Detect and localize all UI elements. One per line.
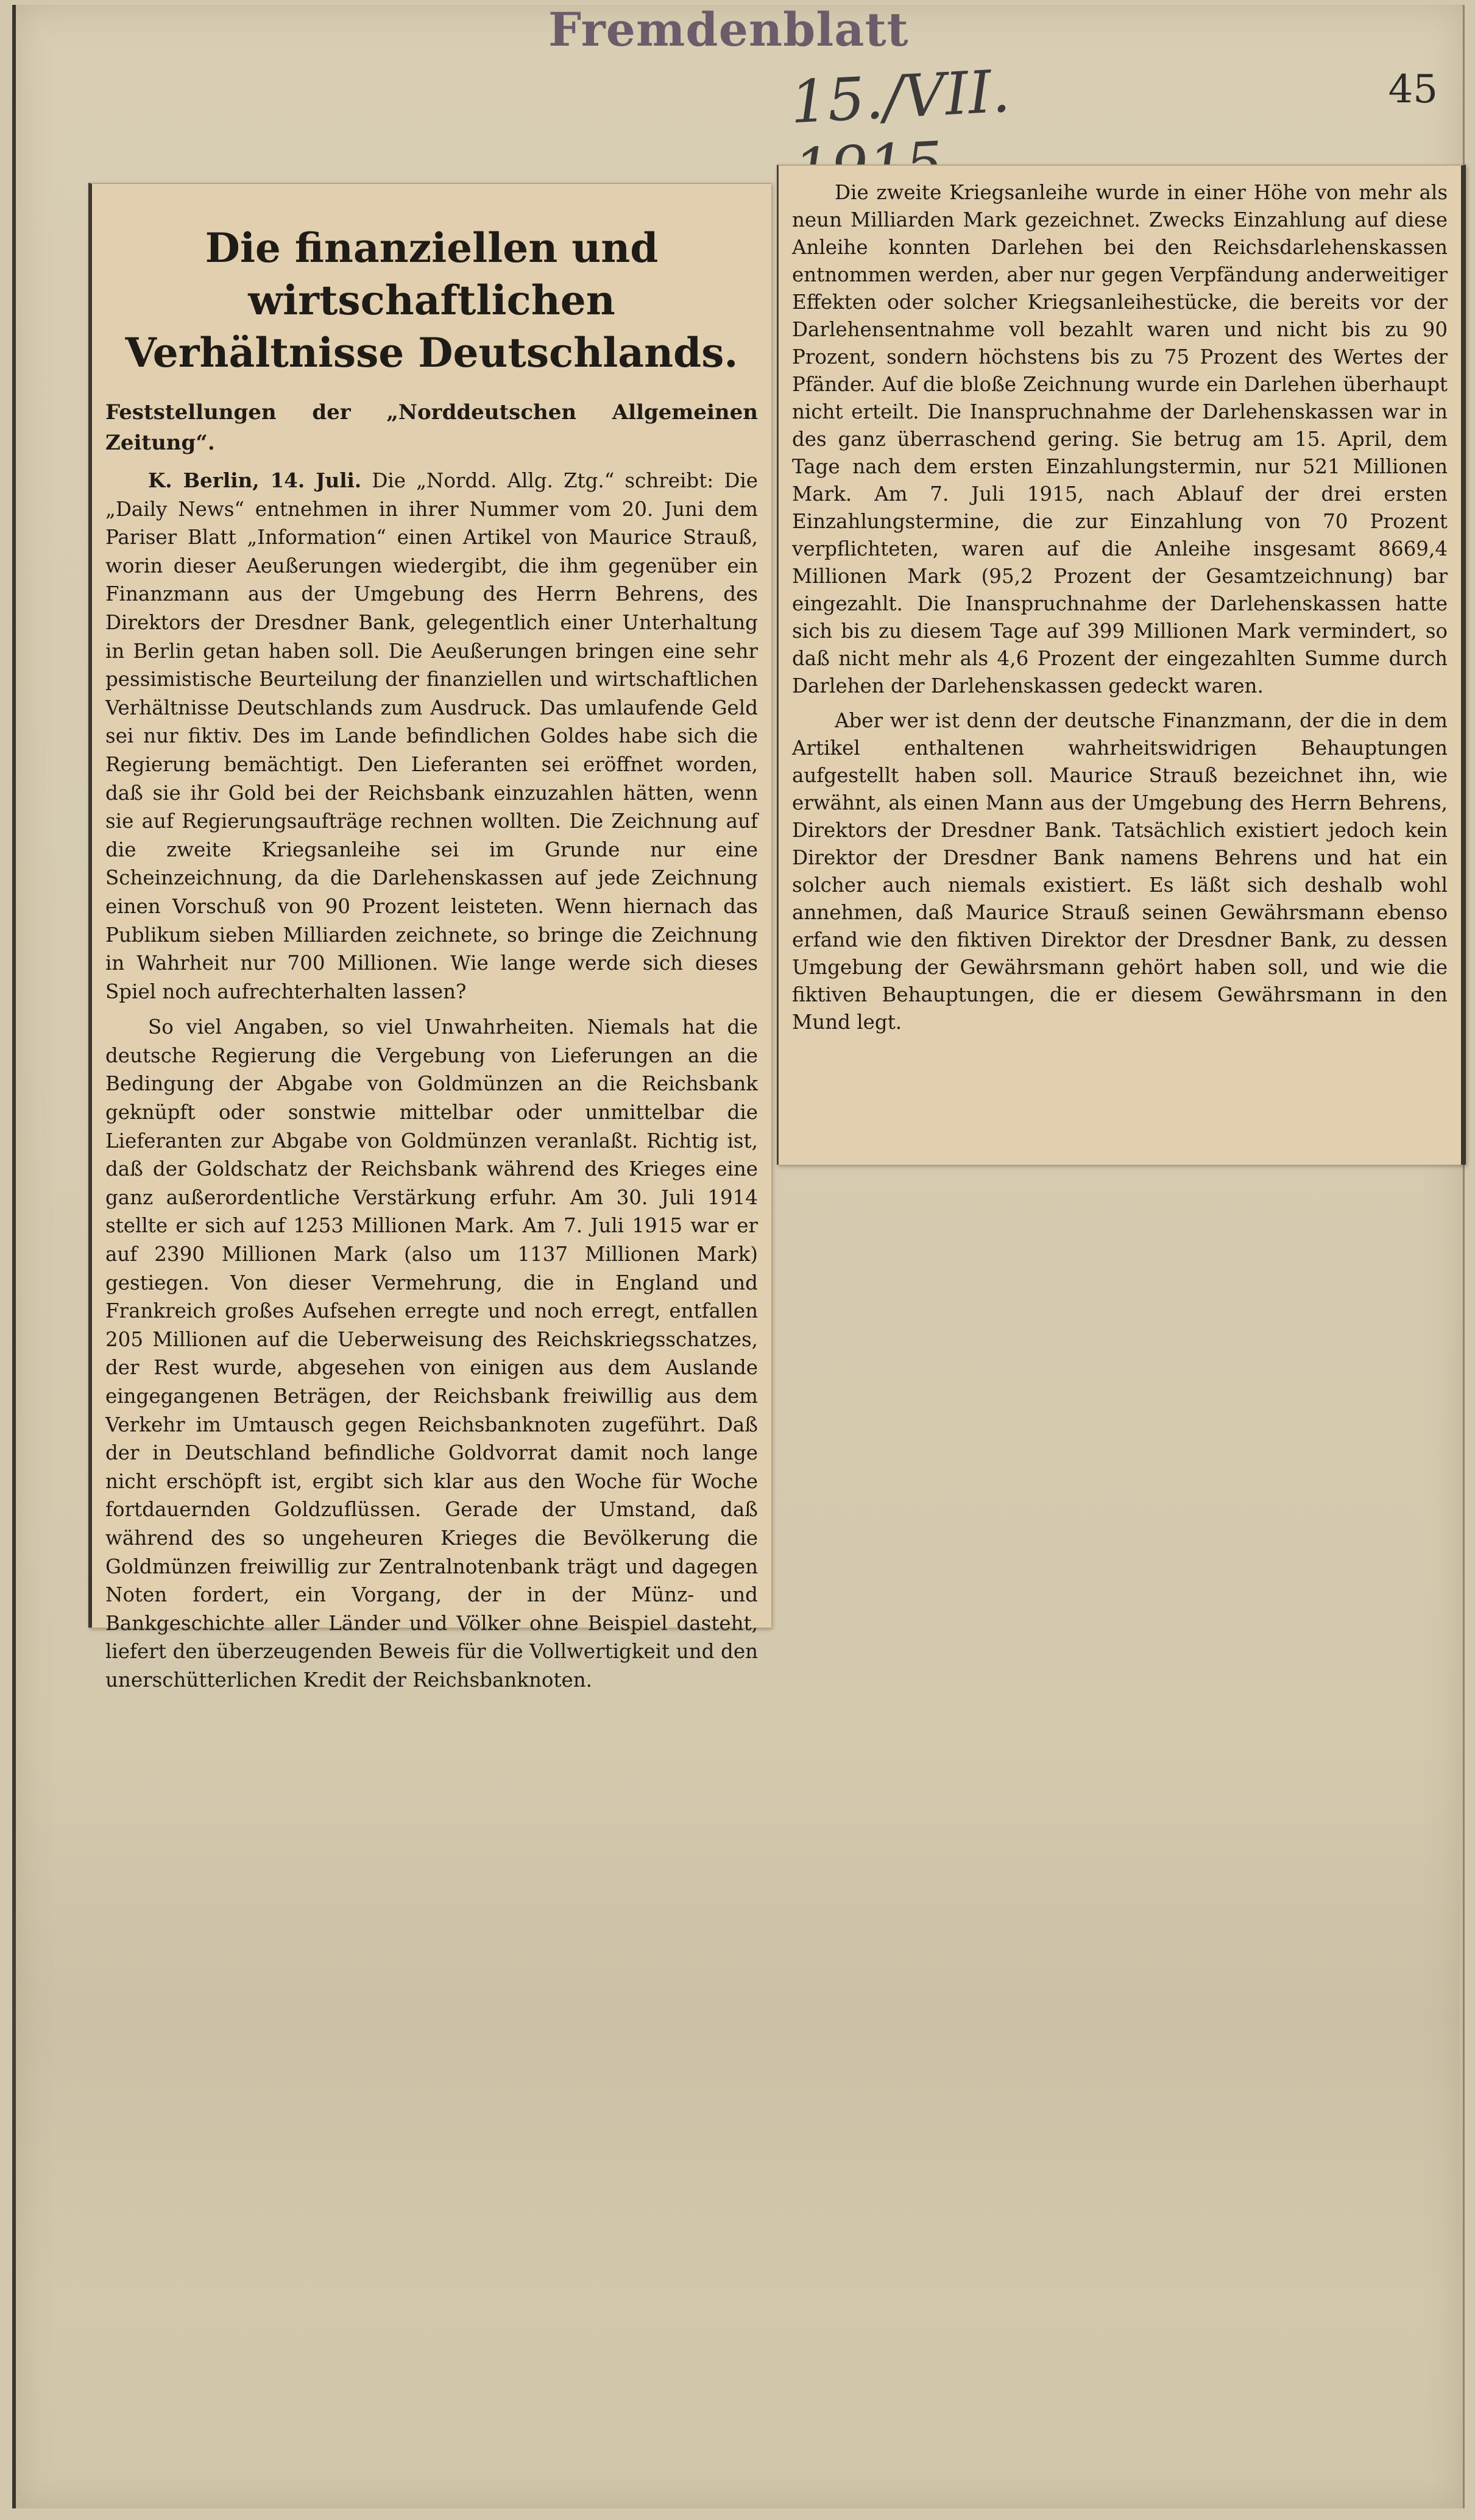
article-dateline: K. Berlin, 14. Juli. bbox=[148, 468, 362, 492]
clipping-right-column bbox=[777, 164, 1466, 1165]
article-headline: Die finanziellen und wirtschaftlichen Verhältnisse Deutschlands. bbox=[125, 224, 738, 376]
newspaper-masthead: Fremdenblatt bbox=[548, 2, 909, 57]
page-number: 45 bbox=[1388, 67, 1438, 112]
clipping-left-column bbox=[88, 183, 771, 1692]
paragraph-text: Die „Nordd. Allg. Ztg.“ schreibt: Die „Daily News“ entnehmen in ihrer Nummer vom 20. Juni dem Pariser Blatt „Information“ einen Artikel von Maurice Strauß, worin dieser Aeußerungen wiedergibt, die ihm gegenüber ein Finanzmann aus der Umgebung des Herrn Behrens, des Direktors der Dresdner Bank, gelegentlich einer Unterhaltung in Berlin getan haben soll. Die Aeußerungen bringen eine sehr pessimistische Beurteilung der finanziellen und wirtschaftlichen Verhältnisse Deutschlands zum Ausdruck. Das umlaufende Geld sei nur fiktiv. Des im Lande befindlichen Goldes habe sich die Regierung bemächtigt. Den Lieferanten sei eröffnet worden, daß sie ihr Gold bei der Reichsbank einzuzahlen hätten, wenn sie auf Regierungsaufträge rechnen wollten. Die Zeichnung auf die zweite Kriegsanleihe sei im Grunde nur eine Scheinzeichnung, da die Darlehenskassen auf jede Zeichnung einen Vorschuß von 90 Prozent leisteten. Wenn hiernach das Publikum sieben Milliarden zeichnete, so bringe die Zeichnung in Wahrheit nur 700 Millionen. Wie lange werde sich dieses Spiel noch aufrechterhalten lassen? bbox=[105, 469, 759, 1003]
article-paragraph: So viel Angaben, so viel Unwahrheiten. Niemals hat die deutsche Regierung die Vergebung von Lieferungen an die Bedingung der Abgabe von Goldmünzen an die Reichsbank geknüpft oder sonstwie mittelbar oder unmittelbar die Lieferanten zur Abgabe von Goldmünzen veranlaßt. Richtig ist, daß der Goldschatz der Reichsbank während des Krieges eine ganz außerordentliche Verstärkung erfuhr. Am 30. Juli 1914 stellte er sich auf 1253 Millionen Mark. Am 7. Juli 1915 war er auf 2390 Millionen Mark (also um 1137 Millionen Mark) gestiegen. Von dieser Vermehrung, die in England und Frankreich großes Aufsehen erregte und noch erregt, entfallen 205 Millionen auf die Ueberweisung des Reichskriegsschatzes, der Rest wurde, abgesehen von einigen aus dem Auslande eingegangenen Beträgen, der Reichsbank freiwillig aus dem Verkehr im Umtausch gegen Reichsbanknoten zugeführt. Daß der in Deutschland befindliche Goldvorrat damit noch lange nicht erschöpft ist, ergibt sich klar aus den Woche für Woche fortdauernden Goldzuflüssen. Gerade der Umstand, daß während des so ungeheuren Krieges die Bevölkerung die Goldmünzen freiwillig zur Zentralnotenbank trägt und dagegen Noten fordert, ein Vorgang, der in der Münz- und Bankgeschichte aller Länder und Völker ohne Beispiel dasteht, liefert den überzeugenden Beweis für die Vollwertigkeit und den unerschütterlichen Kredit der Reichsbanknoten. bbox=[105, 1015, 758, 1692]
article-paragraph bbox=[105, 467, 758, 1006]
handwritten-date: 15./VII. bbox=[788, 57, 1012, 137]
article-subhead: Feststellungen der „Norddeutschen Allgemeinen Zeitung“. bbox=[105, 400, 758, 455]
paper-shading bbox=[12, 1742, 1459, 2290]
right-column-body bbox=[792, 179, 1448, 1159]
left-column-body bbox=[105, 197, 759, 1692]
article-paragraph: Die zweite Kriegsanleihe wurde in einer Höhe von mehr als neun Milliarden Mark gezeichnet. Zwecks Einzahlung auf diese Anleihe konnten Darlehen bei den Reichsdarlehenskassen entnommen werden, aber nur gegen Verpfändung anderweitiger Effekten oder solcher Kriegsanleihestücke, die bereits vor der Darlehensentnahme voll bezahlt waren und nicht bis zu 90 Prozent, sondern höchstens bis zu 75 Prozent des Wertes der Pfänder. Auf die bloße Zeichnung wurde ein Darlehen überhaupt nicht erteilt. Die Inanspruchnahme der Darlehenskassen war in des ganz überraschend gering. Sie betrug am 15. April, dem Tage nach dem ersten Einzahlungstermin, nur 521 Millionen Mark. Am 7. Juli 1915, nach Ablauf der drei ersten Einzahlungstermine, die zur Einzahlung von 70 Prozent verpflichteten, waren auf die Anleihe insgesamt 8669,4 Millionen Mark (95,2 Prozent der Gesamtzeichnung) bar eingezahlt. Die Inanspruchnahme der Darlehenskassen hatte sich bis zu diesem Tage auf 399 Millionen Mark vermindert, so daß nicht mehr als 4,6 Prozent der eingezahlten Summe durch Darlehen der Darlehenskassen gedeckt waren. bbox=[792, 181, 1448, 697]
article-paragraph: Aber wer ist denn der deutsche Finanzmann, der die in dem Artikel enthaltenen wahrheitswidrigen Behauptungen aufgestellt haben soll. Maurice Strauß bezeichnet ihn, wie erwähnt, als einen Mann aus der Umgebung des Herrn Behrens, Direktors der Dresdner Bank. Tatsächlich existiert jedoch kein Direktor der Dresdner Bank namens Behrens und hat ein solcher auch niemals existiert. Es läßt sich deshalb wohl annehmen, daß Maurice Strauß seinen Gewährsmann ebenso erfand wie den fiktiven Direktor der Dresdner Bank, zu dessen Umgebung der Gewährsmann gehört haben soll, und wie die fiktiven Behauptungen, die er diesem Gewährsmann in den Mund legt. bbox=[792, 709, 1448, 1034]
